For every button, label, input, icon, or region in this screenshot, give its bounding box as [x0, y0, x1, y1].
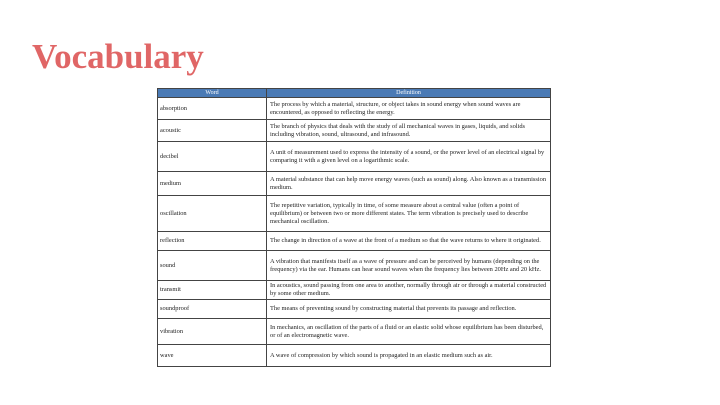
header-definition: Definition — [267, 89, 551, 98]
table-row — [158, 142, 551, 172]
table-row — [158, 300, 551, 319]
definition-cell: A material substance that can help move energy waves (such as sound) along. Also known as a transmission medium. — [267, 172, 551, 196]
definition-cell: The change in direction of a wave at the front of a medium so that the wave returns to where it originated. — [267, 232, 551, 251]
definition-cell: A unit of measurement used to express the intensity of a sound, or the power level of an electrical signal by comparing it with a given level on a logarithmic scale. — [267, 142, 551, 172]
table-row — [158, 196, 551, 232]
word-cell: decibel — [158, 142, 267, 172]
word-cell: vibration — [158, 319, 267, 345]
definition-cell: The branch of physics that deals with the study of all mechanical waves in gases, liquids, and solids including vibration, sound, ultrasound, and infrasound. — [267, 120, 551, 142]
word-cell: oscillation — [158, 196, 267, 232]
vocabulary-table — [157, 88, 551, 367]
definition-cell: A wave of compression by which sound is propagated in an elastic medium such as air. — [267, 345, 551, 367]
header-word: Word — [158, 89, 267, 98]
definition-cell: The repetitive variation, typically in time, of some measure about a central value (often a point of equilibrium) or between two or more different states. The term vibration is precisely used to describe mechanical oscillation. — [267, 196, 551, 232]
definition-cell: The process by which a material, structure, or object takes in sound energy when sound waves are encountered, as opposed to reflecting the energy. — [267, 98, 551, 120]
word-cell: wave — [158, 345, 267, 367]
word-cell: soundproof — [158, 300, 267, 319]
table-row — [158, 120, 551, 142]
word-cell: absorption — [158, 98, 267, 120]
word-cell: medium — [158, 172, 267, 196]
word-cell: reflection — [158, 232, 267, 251]
slide-title: Vocabulary — [32, 37, 204, 76]
definition-cell: The means of preventing sound by constructing material that prevents its passage and reflection. — [267, 300, 551, 319]
table-row — [158, 319, 551, 345]
definition-cell: A vibration that manifests itself as a wave of pressure and can be perceived by humans (depending on the frequency) via the ear. Humans can hear sound waves when the frequency lies between 20Hz and 20 kHz. — [267, 251, 551, 281]
definition-cell: In acoustics, sound passing from one area to another, normally through air or through a material constructed by some other medium. — [267, 281, 551, 300]
table-row — [158, 345, 551, 367]
table-row — [158, 251, 551, 281]
table-row — [158, 172, 551, 196]
definition-cell: In mechanics, an oscillation of the parts of a fluid or an elastic solid whose equilibrium has been disturbed, or of an electromagnetic wave. — [267, 319, 551, 345]
word-cell: sound — [158, 251, 267, 281]
table-row — [158, 98, 551, 120]
table-row — [158, 281, 551, 300]
table-row — [158, 232, 551, 251]
word-cell: acoustic — [158, 120, 267, 142]
table-header-row — [158, 89, 551, 98]
word-cell: transmit — [158, 281, 267, 300]
